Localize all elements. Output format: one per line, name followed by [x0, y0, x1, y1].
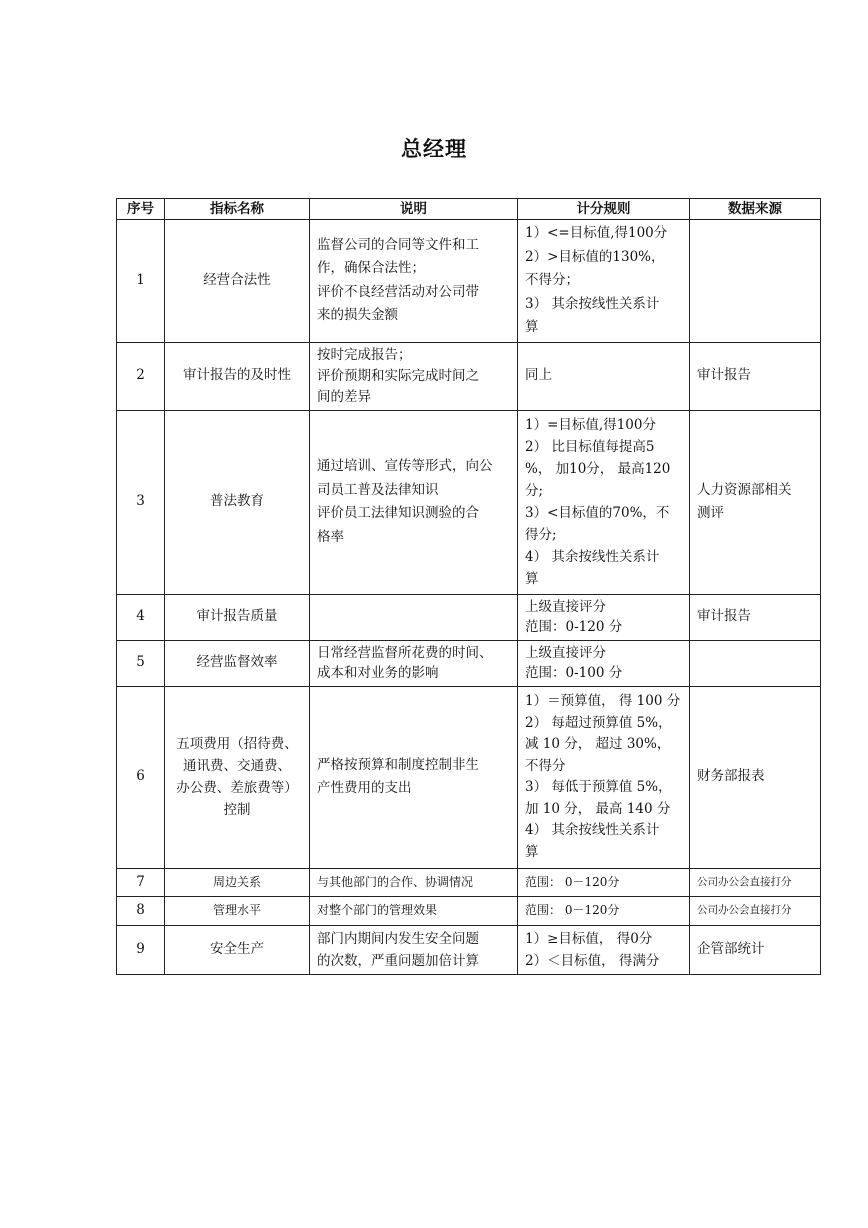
rule-line: 算 — [525, 843, 539, 860]
source-line: 公司办公会直接打分 — [697, 904, 792, 916]
description — [310, 220, 518, 343]
scoring-rule — [518, 220, 690, 343]
name-line: 审计报告的及时性 — [183, 367, 291, 384]
desc-line: 评价不良经营活动对公司带 — [317, 283, 479, 300]
header-data-source: 数据来源 — [690, 199, 821, 220]
name-line: 安全生产 — [210, 940, 264, 957]
source-line: 审计报告 — [697, 608, 751, 625]
desc-line: 与其他部门的合作、协调情况 — [317, 874, 474, 889]
desc-line: 监督公司的合同等文件和工 — [317, 236, 479, 253]
indicator-name — [165, 640, 310, 686]
source-line: 测评 — [697, 505, 724, 521]
row-no: 6 — [117, 686, 165, 868]
row-no: 7 — [117, 868, 165, 897]
rule-line: 3）<目标值的70%，不 — [525, 505, 670, 521]
indicator-name — [165, 342, 310, 410]
data-source — [690, 342, 821, 410]
page-title: 总经理 — [401, 137, 467, 161]
rule-line: 减 10 分， 超过 30%， — [525, 736, 671, 752]
desc-line: 格率 — [317, 528, 344, 545]
row-no: 4 — [117, 594, 165, 640]
data-source — [690, 868, 821, 897]
name-line: 经营监督效率 — [196, 654, 278, 671]
rule-line: 不得分； — [525, 272, 579, 288]
scoring-rule — [518, 686, 690, 868]
rule-line: 算 — [525, 571, 539, 587]
desc-line: 评价预期和实际完成时间之 — [317, 367, 479, 384]
rule-line: 算 — [525, 319, 539, 335]
source-line: 人力资源部相关 — [697, 481, 792, 498]
rule-line: 2） 比目标值每提高5 — [525, 439, 655, 455]
desc-line: 通过培训、宣传等形式，向公 — [317, 458, 493, 474]
rule-line: 得分; — [525, 527, 557, 543]
desc-line: 严格按预算和制度控制非生 — [317, 756, 479, 773]
scoring-rule — [518, 410, 690, 594]
rule-line: 范围： 0－120分 — [525, 903, 620, 917]
rule-line: 1）=目标值,得100分 — [525, 417, 656, 433]
table-row — [117, 220, 821, 343]
row-no: 3 — [117, 410, 165, 594]
rule-line: 2） 每超过预算值 5%， — [525, 714, 672, 731]
desc-line: 间的差异 — [317, 388, 371, 405]
indicator-name — [165, 897, 310, 926]
rule-line: 3） 每低于预算值 5%， — [525, 779, 672, 795]
row-no: 1 — [117, 220, 165, 343]
rule-line: 上级直接评分 — [525, 599, 606, 615]
description — [310, 594, 518, 640]
desc-line: 日常经营监督所花费的时间、 — [317, 645, 493, 661]
description — [310, 640, 518, 686]
rule-line: 3） 其余按线性关系计 — [525, 295, 660, 312]
name-line: 经营合法性 — [203, 272, 271, 288]
source-line: 企管部统计 — [697, 940, 765, 957]
name-line: 办公费、差旅费等） — [176, 780, 298, 796]
name-line: 控制 — [223, 802, 251, 818]
rule-line: 分; — [525, 483, 544, 499]
description — [310, 897, 518, 926]
source-line: 审计报告 — [697, 367, 751, 384]
header-no: 序号 — [117, 199, 165, 220]
desc-line: 评价员工法律知识测验的合 — [317, 505, 479, 521]
table-header-row — [117, 199, 821, 220]
header-description: 说明 — [310, 199, 518, 220]
indicator-name — [165, 410, 310, 594]
data-source — [690, 686, 821, 868]
rule-line: 4） 其余按线性关系计 — [525, 822, 660, 838]
indicator-name — [165, 686, 310, 868]
indicator-name — [165, 868, 310, 897]
row-no: 8 — [117, 897, 165, 926]
desc-line: 作，确保合法性； — [317, 260, 425, 277]
table-row — [117, 640, 821, 686]
name-line: 五项费用（招待费、 — [176, 736, 298, 752]
header-indicator-name: 指标名称 — [165, 199, 310, 220]
scoring-rule — [518, 925, 690, 974]
desc-line: 部门内期间内发生安全问题 — [317, 930, 479, 947]
indicator-name — [165, 594, 310, 640]
scoring-rule — [518, 897, 690, 926]
rule-line: %， 加10分， 最高120 — [525, 461, 671, 477]
table-row — [117, 925, 821, 974]
kpi-table — [116, 198, 821, 975]
name-line: 通讯费、交通费、 — [183, 758, 291, 774]
row-no: 2 — [117, 342, 165, 410]
row-no: 5 — [117, 640, 165, 686]
desc-line: 的次数，严重问题加倍计算 — [317, 952, 479, 969]
data-source — [690, 220, 821, 343]
name-line: 周边关系 — [212, 874, 261, 889]
rule-line: 范围：0-120 分 — [525, 619, 623, 635]
desc-line: 产性费用的支出 — [317, 780, 412, 796]
rule-line: 2）＜目标值， 得满分 — [525, 952, 660, 969]
scoring-rule — [518, 594, 690, 640]
indicator-name — [165, 925, 310, 974]
source-line: 公司办公会直接打分 — [697, 875, 792, 888]
scoring-rule — [518, 640, 690, 686]
desc-line: 成本和对业务的影响 — [317, 665, 439, 681]
name-line: 普法教育 — [210, 493, 264, 510]
rule-line: 同上 — [525, 367, 552, 384]
description — [310, 686, 518, 868]
rule-line: 4） 其余按线性关系计 — [525, 549, 660, 565]
rule-line: 1）≥目标值， 得0分 — [525, 930, 653, 947]
description — [310, 925, 518, 974]
desc-line: 来的损失金额 — [317, 307, 398, 324]
description — [310, 342, 518, 410]
table-row — [117, 594, 821, 640]
table-row — [117, 342, 821, 410]
header-scoring-rule: 计分规则 — [518, 199, 690, 220]
desc-line: 按时完成报告； — [317, 346, 412, 363]
data-source — [690, 640, 821, 686]
scoring-rule — [518, 342, 690, 410]
rule-line: 上级直接评分 — [525, 645, 606, 661]
rule-line: 1）＝预算值， 得 100 分 — [525, 693, 681, 709]
table-row — [117, 686, 821, 868]
desc-line: 司员工普及法律知识 — [317, 481, 439, 498]
scoring-rule — [518, 868, 690, 897]
data-source — [690, 410, 821, 594]
table-row — [117, 897, 821, 926]
description — [310, 868, 518, 897]
name-line: 审计报告质量 — [196, 608, 278, 625]
data-source — [690, 594, 821, 640]
data-source — [690, 897, 821, 926]
data-source — [690, 925, 821, 974]
desc-line: 对整个部门的管理效果 — [317, 903, 438, 917]
rule-line: 1）<=目标值,得100分 — [525, 225, 668, 241]
source-line: 财务部报表 — [697, 768, 765, 785]
rule-line: 范围： 0－120分 — [525, 874, 620, 889]
table-row — [117, 868, 821, 897]
description — [310, 410, 518, 594]
name-line: 管理水平 — [212, 903, 261, 917]
table-row — [117, 410, 821, 594]
rule-line: 范围：0-100 分 — [525, 665, 623, 681]
rule-line: 不得分 — [525, 757, 566, 774]
indicator-name — [165, 220, 310, 343]
rule-line: 2）>目标值的130%， — [525, 248, 665, 265]
rule-line: 加 10 分， 最高 140 分 — [525, 800, 671, 817]
row-no: 9 — [117, 925, 165, 974]
